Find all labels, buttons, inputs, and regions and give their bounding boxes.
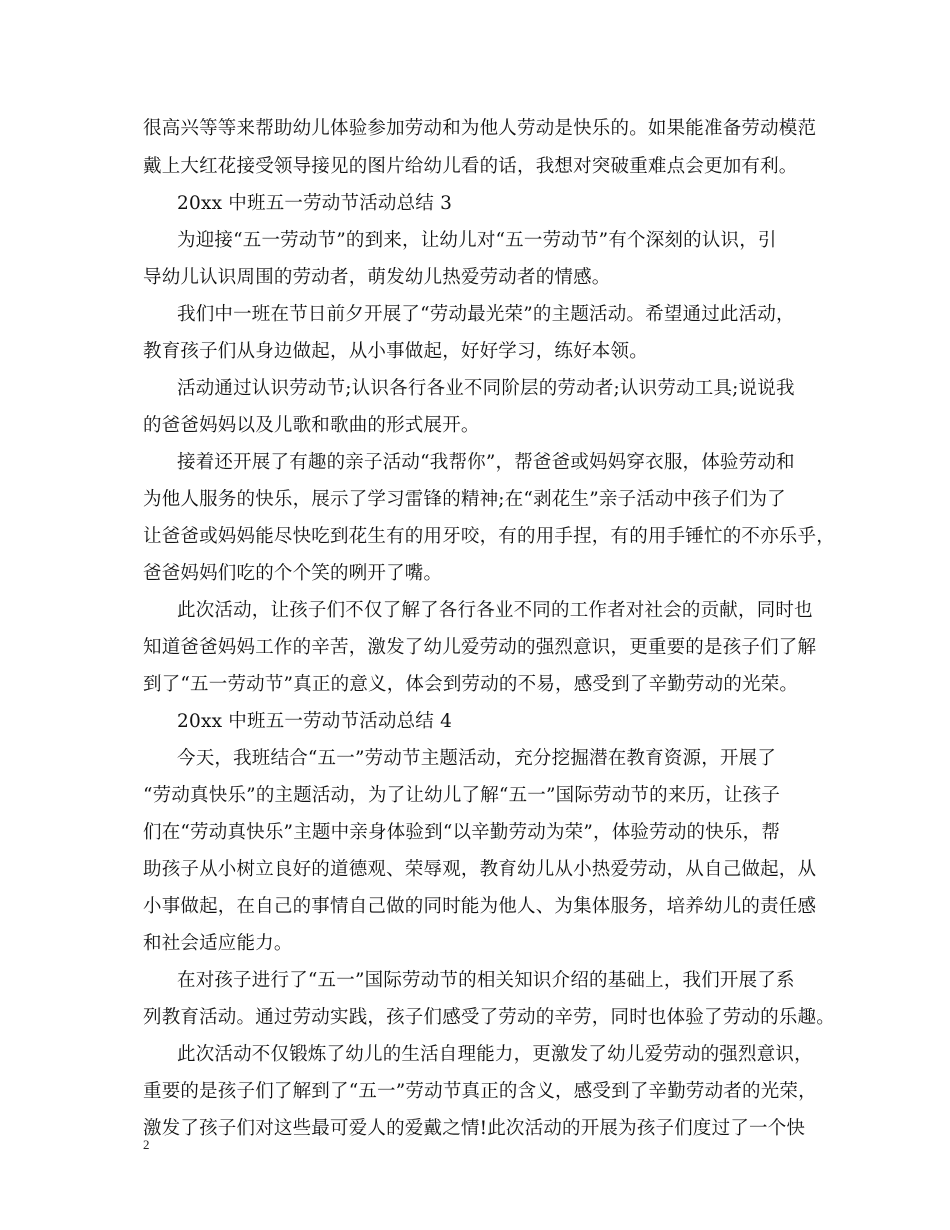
text-line: 们在“劳动真快乐”主题中亲身体验到“以辛勤劳动为荣”，体验劳动的快乐，帮: [143, 822, 781, 843]
section-heading: 20xx 中班五一劳动节活动总结 4: [177, 711, 453, 732]
text-line: 重要的是孩子们了解到了“五一”劳动节真正的含义，感受到了辛勤劳动者的光荣，: [143, 1081, 817, 1102]
text-line: 今天，我班结合“五一”劳动节主题活动，充分挖掘潜在教育资源，开展了: [177, 748, 777, 769]
text-line: “劳动真快乐”的主题活动，为了让幼儿了解“五一”国际劳动节的来历，让孩子: [143, 785, 781, 806]
page-number: 2: [143, 1137, 150, 1152]
text-line: 激发了孩子们对这些最可爱人的爱戴之情!此次活动的开展为孩子们度过了一个快: [143, 1118, 806, 1139]
text-line: 助孩子从小树立良好的道德观、荣辱观，教育幼儿从小热爱劳动，从自己做起，从: [143, 859, 817, 880]
text-line: 活动通过认识劳动节;认识各行各业不同阶层的劳动者;认识劳动工具;说说我: [177, 378, 795, 399]
text-line: 为他人服务的快乐，展示了学习雷锋的精神;在“剥花生”亲子活动中孩子们为了: [143, 489, 786, 510]
text-line: 的爸爸妈妈以及儿歌和歌曲的形式展开。: [143, 415, 480, 436]
text-line: 到了“五一劳动节”真正的意义，体会到劳动的不易，感受到了辛勤劳动的光荣。: [143, 674, 799, 695]
text-line: 列教育活动。通过劳动实践，孩子们感受了劳动的辛劳，同时也体验了劳动的乐趣。: [143, 1007, 835, 1028]
text-line: 很高兴等等来帮助幼儿体验参加劳动和为他人劳动是快乐的。如果能准备劳动模范: [143, 118, 817, 139]
text-line: 小事做起，在自己的事情自己做的同时能为他人、为集体服务，培养幼儿的责任感: [143, 896, 817, 917]
text-line: 教育孩子们从身边做起，从小事做起，好好学习，练好本领。: [143, 341, 648, 362]
text-line: 戴上大红花接受领导接见的图片给幼儿看的话，我想对突破重难点会更加有利。: [143, 156, 798, 177]
text-line: 让爸爸或妈妈能尽快吃到花生有的用牙咬，有的用手捏，有的用手锤忙的不亦乐乎，: [143, 526, 835, 547]
text-line: 爸爸妈妈们吃的个个笑的咧开了嘴。: [143, 563, 443, 584]
text-line: 此次活动不仅锻炼了幼儿的生活自理能力，更激发了幼儿爱劳动的强烈意识，: [177, 1044, 813, 1065]
text-line: 和社会适应能力。: [143, 933, 293, 954]
text-line: 我们中一班在节日前夕开展了“劳动最光荣”的主题活动。希望通过此活动，: [177, 304, 795, 325]
text-line: 此次活动，让孩子们不仅了解了各行各业不同的工作者对社会的贡献，同时也: [177, 600, 813, 621]
text-line: 接着还开展了有趣的亲子活动“我帮你”，帮爸爸或妈妈穿衣服，体验劳动和: [177, 452, 795, 473]
section-heading: 20xx 中班五一劳动节活动总结 3: [177, 193, 453, 214]
text-line: 导幼儿认识周围的劳动者，萌发幼儿热爱劳动者的情感。: [143, 267, 611, 288]
text-line: 知道爸爸妈妈工作的辛苦，激发了幼儿爱劳动的强烈意识，更重要的是孩子们了解: [143, 637, 817, 658]
text-line: 为迎接“五一劳动节”的到来，让幼儿对“五一劳动节”有个深刻的认识，引: [177, 230, 777, 251]
text-line: 在对孩子进行了“五一”国际劳动节的相关知识介绍的基础上，我们开展了系: [177, 970, 795, 991]
